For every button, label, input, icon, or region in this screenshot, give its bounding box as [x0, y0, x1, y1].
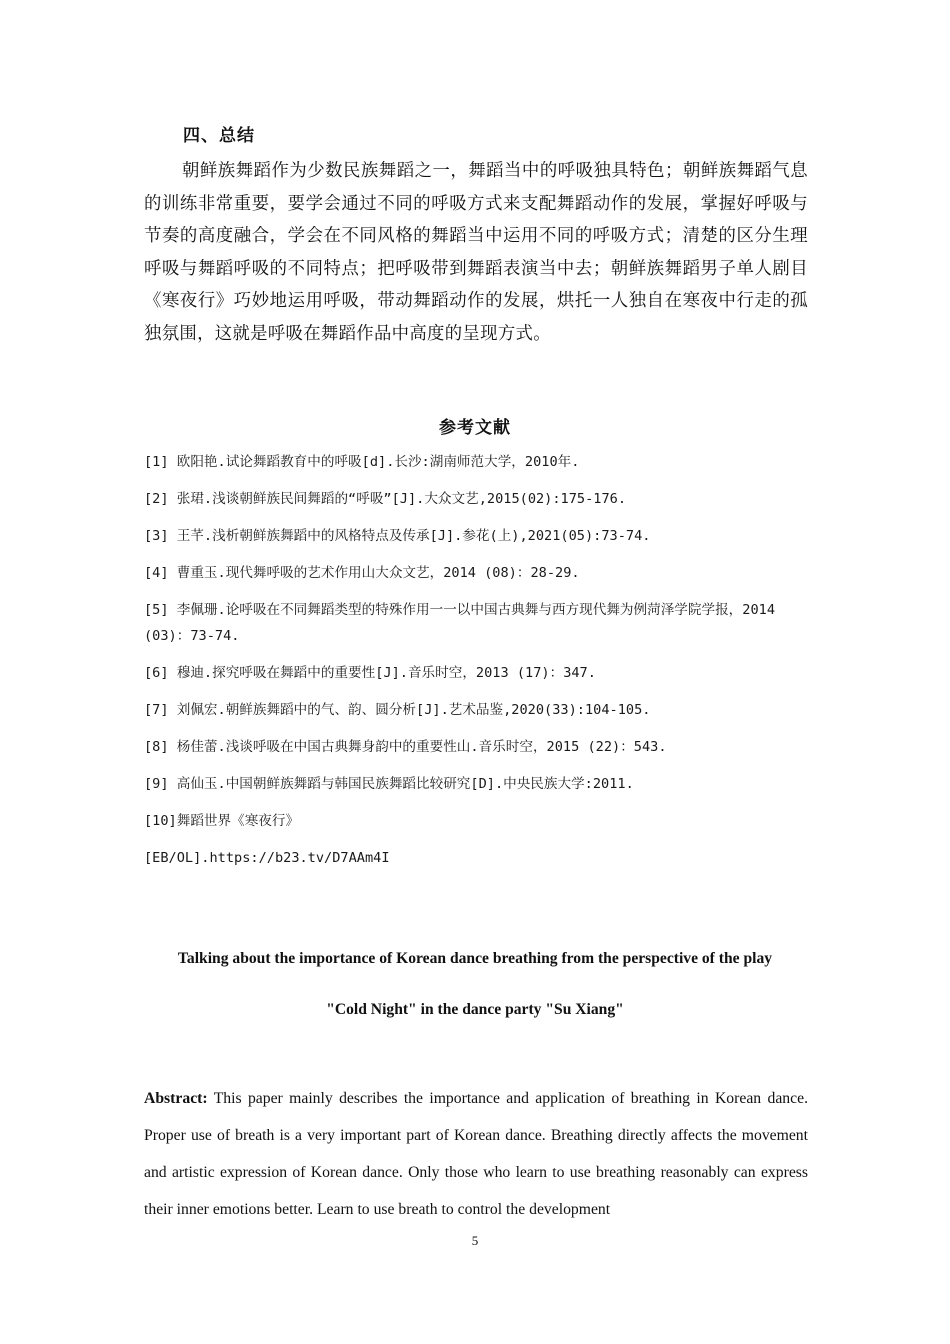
- reference-item: [3] 王芊.浅析朝鲜族舞蹈中的风格特点及传承[J].参花(上),2021(05):73-74.: [144, 528, 651, 544]
- reference-item: [EB/OL].https://b23.tv/D7AAm4I: [144, 850, 390, 866]
- english-title-line-2: "Cold Night" in the dance party "Su Xiang": [326, 1001, 624, 1018]
- section-heading: 四、总结: [183, 126, 255, 146]
- reference-item: [5] 李佩珊.论呼吸在不同舞蹈类型的特殊作用一一以中国古典舞与西方现代舞为例菏泽学院学报，2014 (03)：73-74.: [144, 602, 775, 644]
- reference-item: [2] 张珺.浅谈朝鲜族民间舞蹈的“呼吸”[J].大众文艺,2015(02):175-176.: [144, 491, 627, 507]
- abstract-paragraph: [144, 1080, 808, 1228]
- reference-item: [6] 穆迪.探究呼吸在舞蹈中的重要性[J].音乐时空，2013 (17)：347.: [144, 665, 596, 681]
- reference-item: [10]舞蹈世界《寒夜行》: [144, 813, 300, 829]
- abstract-label: Abstract:: [144, 1090, 208, 1107]
- reference-item: [1] 欧阳艳.试论舞蹈教育中的呼吸[d].长沙:湖南师范大学，2010年.: [144, 454, 580, 470]
- reference-item: [7] 刘佩宏.朝鲜族舞蹈中的气、韵、圆分析[J].艺术品鉴,2020(33):104-105.: [144, 702, 651, 718]
- reference-item: [9] 高仙玉.中国朝鲜族舞蹈与韩国民族舞蹈比较研究[D].中央民族大学:2011.: [144, 776, 634, 792]
- references-heading: 参考文献: [439, 418, 511, 438]
- reference-item: [4] 曹重玉.现代舞呼吸的艺术作用山大众文艺，2014 (08)：28-29.: [144, 565, 580, 581]
- abstract-text: This paper mainly describes the importance and application of breathing in Korean dance. Proper use of breath is a very important part of Korean dance. Breathing directly affects the movement and artistic expression of Korean dance. Only those who learn to use breathing reasonably can express their inner emotions better. Learn to use breath to control the development: [144, 1090, 808, 1218]
- reference-list: [144, 449, 814, 882]
- english-title-line-1: Talking about the importance of Korean dance breathing from the perspective of the play: [177, 950, 773, 967]
- page-number: 5: [471, 1233, 479, 1248]
- conclusion-paragraph: 朝鲜族舞蹈作为少数民族舞蹈之一，舞蹈当中的呼吸独具特色；朝鲜族舞蹈气息的训练非常重要，要学会通过不同的呼吸方式来支配舞蹈动作的发展，掌握好呼吸与节奏的高度融合，学会在不同风格的舞蹈当中运用不同的呼吸方式；清楚的区分生理呼吸与舞蹈呼吸的不同特点；把呼吸带到舞蹈表演当中去；朝鲜族舞蹈男子单人剧目《寒夜行》巧妙地运用呼吸，带动舞蹈动作的发展，烘托一人独自在寒夜中行走的孤独氛围，这就是呼吸在舞蹈作品中高度的呈现方式。: [144, 161, 808, 344]
- reference-item: [8] 杨佳蕾.浅谈呼吸在中国古典舞身韵中的重要性山.音乐时空，2015 (22)：543.: [144, 739, 667, 755]
